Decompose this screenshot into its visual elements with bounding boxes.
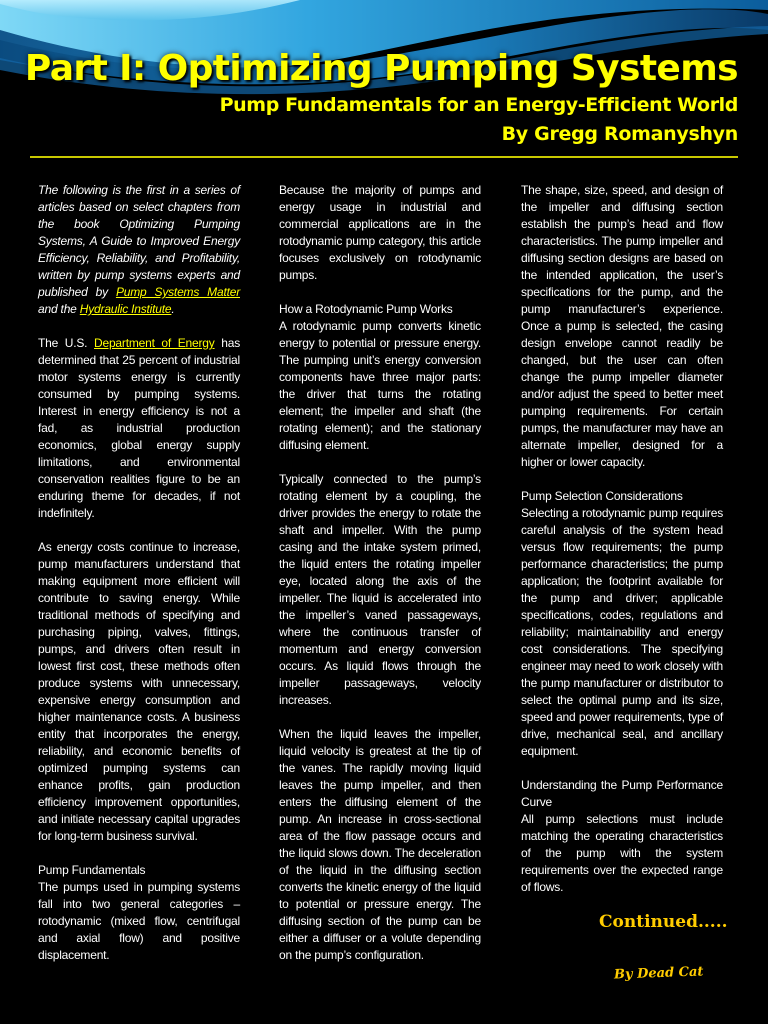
signature: By Dead Cat: [613, 964, 704, 983]
author-byline: By Gregg Romanyshyn: [501, 123, 738, 145]
energy-costs-paragraph: As energy costs continue to increase, pump manufacturers understand that making equipment more efficient will contribute to saving energy. While traditional methods of specifying and purchasing piping, valves, fittings, pumps, and drivers often result in lowest first cost, these methods often produce systems with unnecessary, expensive energy consumption and higher maintenance costs. A business entity that incorporates the energy, reliability, and economic benefits of optimized pumping systems can enhance profits, gain production efficiency improvement opportunities, and initiate necessary capital upgrades for long-term business survival.: [38, 540, 240, 843]
pump-selection-heading: Pump Selection Considerations: [521, 489, 683, 503]
article-column-2: [279, 182, 481, 981]
article-column-1: [38, 182, 240, 981]
performance-curve-heading: Understanding the Pump Performance Curve: [521, 778, 723, 809]
how-rotodynamic-pump-works-heading: How a Rotodynamic Pump Works: [279, 302, 453, 316]
doe-text-b: has determined that 25 percent of industrial motor systems energy is currently consumed by pumping systems. Interest in energy efficiency is not a fad, as industrial production economics, global energy supply limitations, and environmental conservation realities figure to be an enduring theme for decades, if not indefinitely.: [38, 336, 240, 520]
department-of-energy-link[interactable]: Department of Energy: [94, 336, 215, 350]
coupling-paragraph: Typically connected to the pump’s rotating element by a coupling, the driver provides the energy to rotate the shaft and impeller. With the pump casing and the intake system primed, the liquid enters the rotating impeller eye, located along the axis of the impeller. The liquid is accelerated into the impeller’s vaned passageways, where the continuous transfer of momentum and energy conversion occurs. As liquid flows through the impeller passageways, velocity increases.: [279, 472, 481, 707]
intro-end-text: .: [171, 302, 175, 316]
header-banner: [0, 0, 768, 175]
intro-paragraph: [38, 182, 240, 318]
continued-link[interactable]: Continued.....: [599, 912, 728, 932]
intro-mid-text: and the: [38, 302, 80, 316]
pump-fundamentals-heading: Pump Fundamentals: [38, 863, 146, 877]
hydraulic-institute-link[interactable]: Hydraulic Institute: [79, 302, 172, 316]
pump-systems-matter-link[interactable]: Pump Systems Matter: [115, 285, 240, 299]
performance-curve-paragraph: All pump selections must include matching the operating characteristics of the pump with the system requirements over the expected range of flows.: [521, 812, 723, 894]
doe-paragraph: [38, 335, 240, 522]
page-title: Part I: Optimizing Pumping Systems: [24, 48, 738, 89]
header-divider: [30, 156, 738, 158]
diffusing-paragraph: When the liquid leaves the impeller, liquid velocity is greatest at the tip of the vanes. The rapidly moving liquid leaves the pump impeller, and then enters the diffusing element of the pump. An increase in cross-sectional area of the flow passage occurs and the liquid slows down. The deceleration of the liquid in the diffusing section converts the kinetic energy of the liquid to potential or pressure energy. The diffusing section of the pump can be either a diffuser or a volute depending on the pump’s configuration.: [279, 727, 481, 962]
doe-text-a: The U.S.: [38, 336, 95, 350]
page-subtitle: Pump Fundamentals for an Energy-Efficient World: [219, 94, 738, 116]
article-column-3: [521, 182, 723, 913]
intro-text: The following is the first in a series of articles based on select chapters from the book Optimizing Pumping Systems, A Guide to Improved Energy Efficiency, Reliability, and Profitability, written by pump systems experts and published by: [38, 183, 240, 299]
pump-selection-paragraph: Selecting a rotodynamic pump requires careful analysis of the system head versus flow requirements; the pump performance characteristics; the pump application; the footprint available for the pump and driver; applicable specifications, codes, regulations and reliability; maintainability and energy cost considerations. The specifying engineer may need to work closely with the pump manufacturer or distributor to select the optimal pump and its size, speed and power requirements, type of drive, mechanical seal, and ancillary equipment.: [521, 506, 723, 758]
energy-conversion-paragraph: A rotodynamic pump converts kinetic energy to potential or pressure energy. The pumping unit’s energy conversion components have three major parts: the driver that turns the rotating element; the impeller and shaft (the rotating element); and the stationary diffusing element.: [279, 319, 481, 452]
pump-fundamentals-paragraph: The pumps used in pumping systems fall into two general categories – rotodynamic (mixed flow, centrifugal and axial flow) and positive displacement.: [38, 880, 240, 962]
rotodynamic-focus-paragraph: Because the majority of pumps and energy usage in industrial and commercial applications are in the rotodynamic pump category, this article focuses exclusively on rotodynamic pumps.: [279, 183, 481, 282]
impeller-design-paragraph: The shape, size, speed, and design of the impeller and diffusing section establish the pump’s head and flow characteristics. The pump impeller and diffusing section designs are based on the intended application, the user’s specifications for the pump, and the pump manufacturer’s experience. Once a pump is selected, the casing design envelope cannot readily be changed, but the user can often change the pump impeller diameter and/or adjust the speed to better meet pumping requirements. For certain pumps, the manufacturer may have an alternate impeller, designed for a higher or lower capacity.: [521, 183, 723, 469]
